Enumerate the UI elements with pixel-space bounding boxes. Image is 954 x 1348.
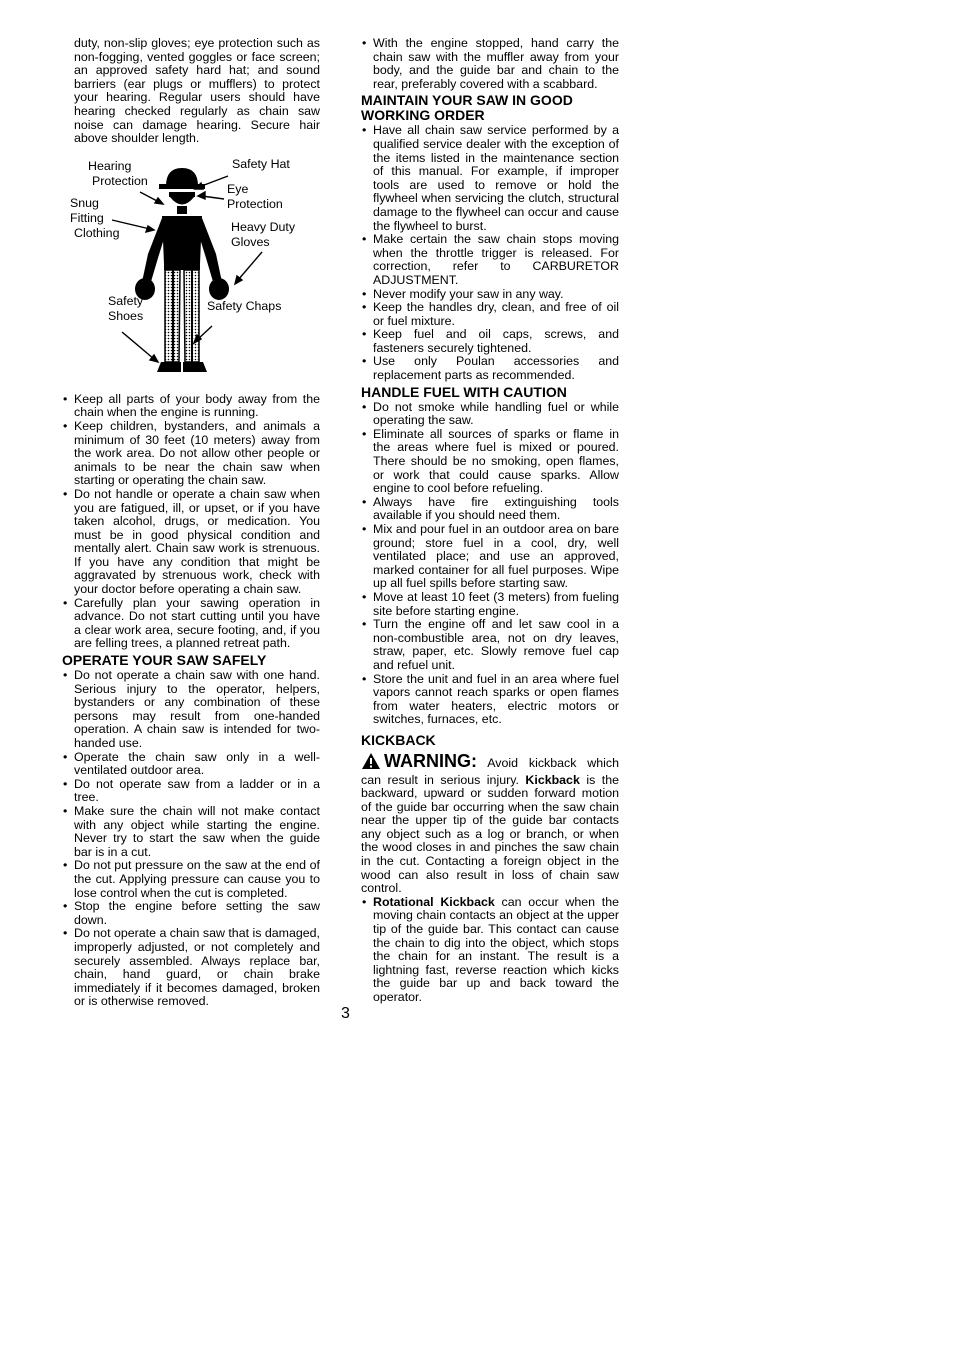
- list-item: • Keep fuel and oil caps, screws, and fasteners securely tightened.: [361, 328, 619, 355]
- list-item: • With the engine stopped, hand carry the chain saw with the muffler away from your body, and the guide bar and chain to the rear, preferably covered with a scabbard.: [361, 37, 619, 91]
- figure-label-snug: Snug: [70, 195, 99, 210]
- list-item: • Do not handle or operate a chain saw when you are fatigued, ill, or upset, or if you have taken alcohol, drugs, or medication. You must be in good physical condition and mentally alert. Chain saw work is strenuous. If you have any condition that might be aggravated by strenuous work, check with your doctor before operating a chain saw.: [62, 488, 320, 597]
- figure-label-eye-protection: Protection: [227, 196, 283, 211]
- warning-title: WARNING:: [384, 750, 477, 771]
- operator-figure-illustration: [62, 154, 320, 389]
- list-item: • Do not put pressure on the saw at the end of the cut. Applying pressure can cause you to lose control when the cut is completed.: [62, 859, 320, 900]
- list-item: • Carefully plan your sawing operation in advance. Do not start cutting until you have a clear work area, secure footing, and, if you are felling trees, a planned retreat path.: [62, 597, 320, 651]
- heading-operate-safely: OPERATE YOUR SAW SAFELY: [62, 652, 267, 669]
- operate-bullet-list: [62, 669, 320, 1009]
- page-number: 3: [341, 1005, 350, 1022]
- list-item: • Do not operate saw from a ladder or in a tree.: [62, 778, 320, 805]
- figure-label-hearing: Hearing: [88, 158, 132, 173]
- rotational-kickback-body: can occur when the moving chain contacts an object at the upper tip of the guide bar. This contact can cause the chain to dig into the object, which stops the chain for an instant. The result is a lightning fast, reverse reaction which kicks the guide bar up and back toward the operator.: [373, 894, 619, 1004]
- list-item: • Keep all parts of your body away from the chain when the engine is running.: [62, 393, 320, 420]
- figure-label-safety-hat: Safety Hat: [232, 156, 290, 171]
- figure-label-eye: Eye: [227, 181, 249, 196]
- list-item: • Store the unit and fuel in an area where fuel vapors cannot reach sparks or open flames from water heaters, electric motors or switches, furnaces, etc.: [361, 673, 619, 727]
- safety-bullet-list: [62, 393, 320, 651]
- list-item: [361, 896, 619, 1005]
- rotational-kickback-list: [361, 896, 619, 1005]
- list-item: • Make certain the saw chain stops moving when the throttle trigger is released. For correction, refer to CARBURETOR ADJUSTMENT.: [361, 233, 619, 287]
- list-item: • Do not operate a chain saw with one hand. Serious injury to the operator, helpers, bystanders or any combination of these persons may result from one-handed operation. A chain saw is intended for two-handed use.: [62, 669, 320, 751]
- heading-handle-fuel: HANDLE FUEL WITH CAUTION: [361, 383, 567, 400]
- list-item: • Do not smoke while handling fuel or while operating the saw.: [361, 401, 619, 428]
- maintain-bullet-list: [361, 124, 619, 382]
- list-item: • Never modify your saw in any way.: [361, 288, 619, 302]
- list-item: • Move at least 10 feet (3 meters) from fueling site before starting engine.: [361, 591, 619, 618]
- carry-bullet-list: [361, 37, 619, 91]
- figure-label-shoes: Shoes: [108, 308, 144, 323]
- figure-label-safety: Safety: [108, 293, 144, 308]
- list-item: • Eliminate all sources of sparks or flame in the areas where fuel is mixed or poured. There should be no smoking, open flames, or work that could cause sparks. Allow engine to cool before refueling.: [361, 428, 619, 496]
- right-column: [361, 37, 619, 1005]
- figure-label-hearing-protection: Protection: [92, 173, 148, 188]
- list-item: • Stop the engine before setting the saw down.: [62, 900, 320, 927]
- fuel-bullet-list: [361, 401, 619, 727]
- list-item: • Operate the chain saw only in a well-ventilated outdoor area.: [62, 751, 320, 778]
- warning-lead: Avoid kickback which can result in serious injury.: [361, 755, 619, 787]
- list-item: • Have all chain saw service performed by a qualified service dealer with the exception of the items listed in the maintenance section of this manual. For example, if improper tools are used to remove or hold the flywheel when servicing the clutch, structural damage to the flywheel can occur and cause the flywheel to burst.: [361, 124, 619, 233]
- list-item: • Make sure the chain will not make contact with any object while starting the engine. Never try to start the saw when the guide bar is in a cut.: [62, 805, 320, 859]
- left-column: [62, 37, 320, 1009]
- warning-term: Kickback: [525, 772, 580, 787]
- list-item: • Do not operate a chain saw that is damaged, improperly adjusted, or not completely and securely assembled. Always replace bar, chain, hand guard, or chain brake immediately if it becomes damaged, broken or is otherwise removed.: [62, 927, 320, 1009]
- rotational-kickback-term: Rotational Kickback: [373, 894, 495, 909]
- list-item: • Use only Poulan accessories and replacement parts as recommended.: [361, 355, 619, 382]
- list-item: • Always have fire extinguishing tools available if you should need them.: [361, 496, 619, 523]
- figure-label-clothing: Clothing: [74, 225, 120, 240]
- list-item: • Mix and pour fuel in an outdoor area on bare ground; store fuel in a cool, dry, well ventilated place; and use an approved, marked container for all fuel purposes. Wipe up all fuel spills before starting saw.: [361, 523, 619, 591]
- heading-maintain-saw: MAINTAIN YOUR SAW IN GOOD WORKING ORDER: [361, 92, 573, 124]
- kickback-warning: [361, 752, 619, 896]
- list-item: • Keep children, bystanders, and animals a minimum of 30 feet (10 meters) away from the work area. Do not allow other people or animals to be near the chain saw when starting or operating the chain saw.: [62, 420, 320, 488]
- warning-body: is the backward, upward or sudden forward motion of the guide bar occurring when the saw chain near the upper tip of the guide bar contacts any object such as a log or branch, or when the wood closes in and pinches the saw chain in the cut. Contacting a foreign object in the wood can also result in loss of chain saw control.: [361, 772, 619, 896]
- intro-paragraph: duty, non-slip gloves; eye protection such as non-fogging, vented goggles or face screen; an approved safety hard hat; and sound barriers (ear plugs or mufflers) to protect your hearing. Regular users should have hearing checked regularly as chain saw noise can damage hearing. Secure hair above shoulder length.: [74, 36, 320, 146]
- list-item: • Turn the engine off and let saw cool in a non-combustible area, not on dry leaves, straw, paper, etc. Slowly remove fuel cap and refuel unit.: [361, 618, 619, 672]
- heading-kickback: KICKBACK: [361, 731, 436, 748]
- list-item: • Keep the handles dry, clean, and free of oil or fuel mixture.: [361, 301, 619, 328]
- protective-gear-figure: [62, 154, 320, 389]
- figure-label-fitting: Fitting: [70, 210, 104, 225]
- warning-triangle-icon: [361, 752, 381, 774]
- figure-label-safety-chaps: Safety Chaps: [207, 298, 282, 313]
- figure-label-gloves: Gloves: [231, 234, 270, 249]
- figure-label-heavy-duty: Heavy Duty: [231, 219, 296, 234]
